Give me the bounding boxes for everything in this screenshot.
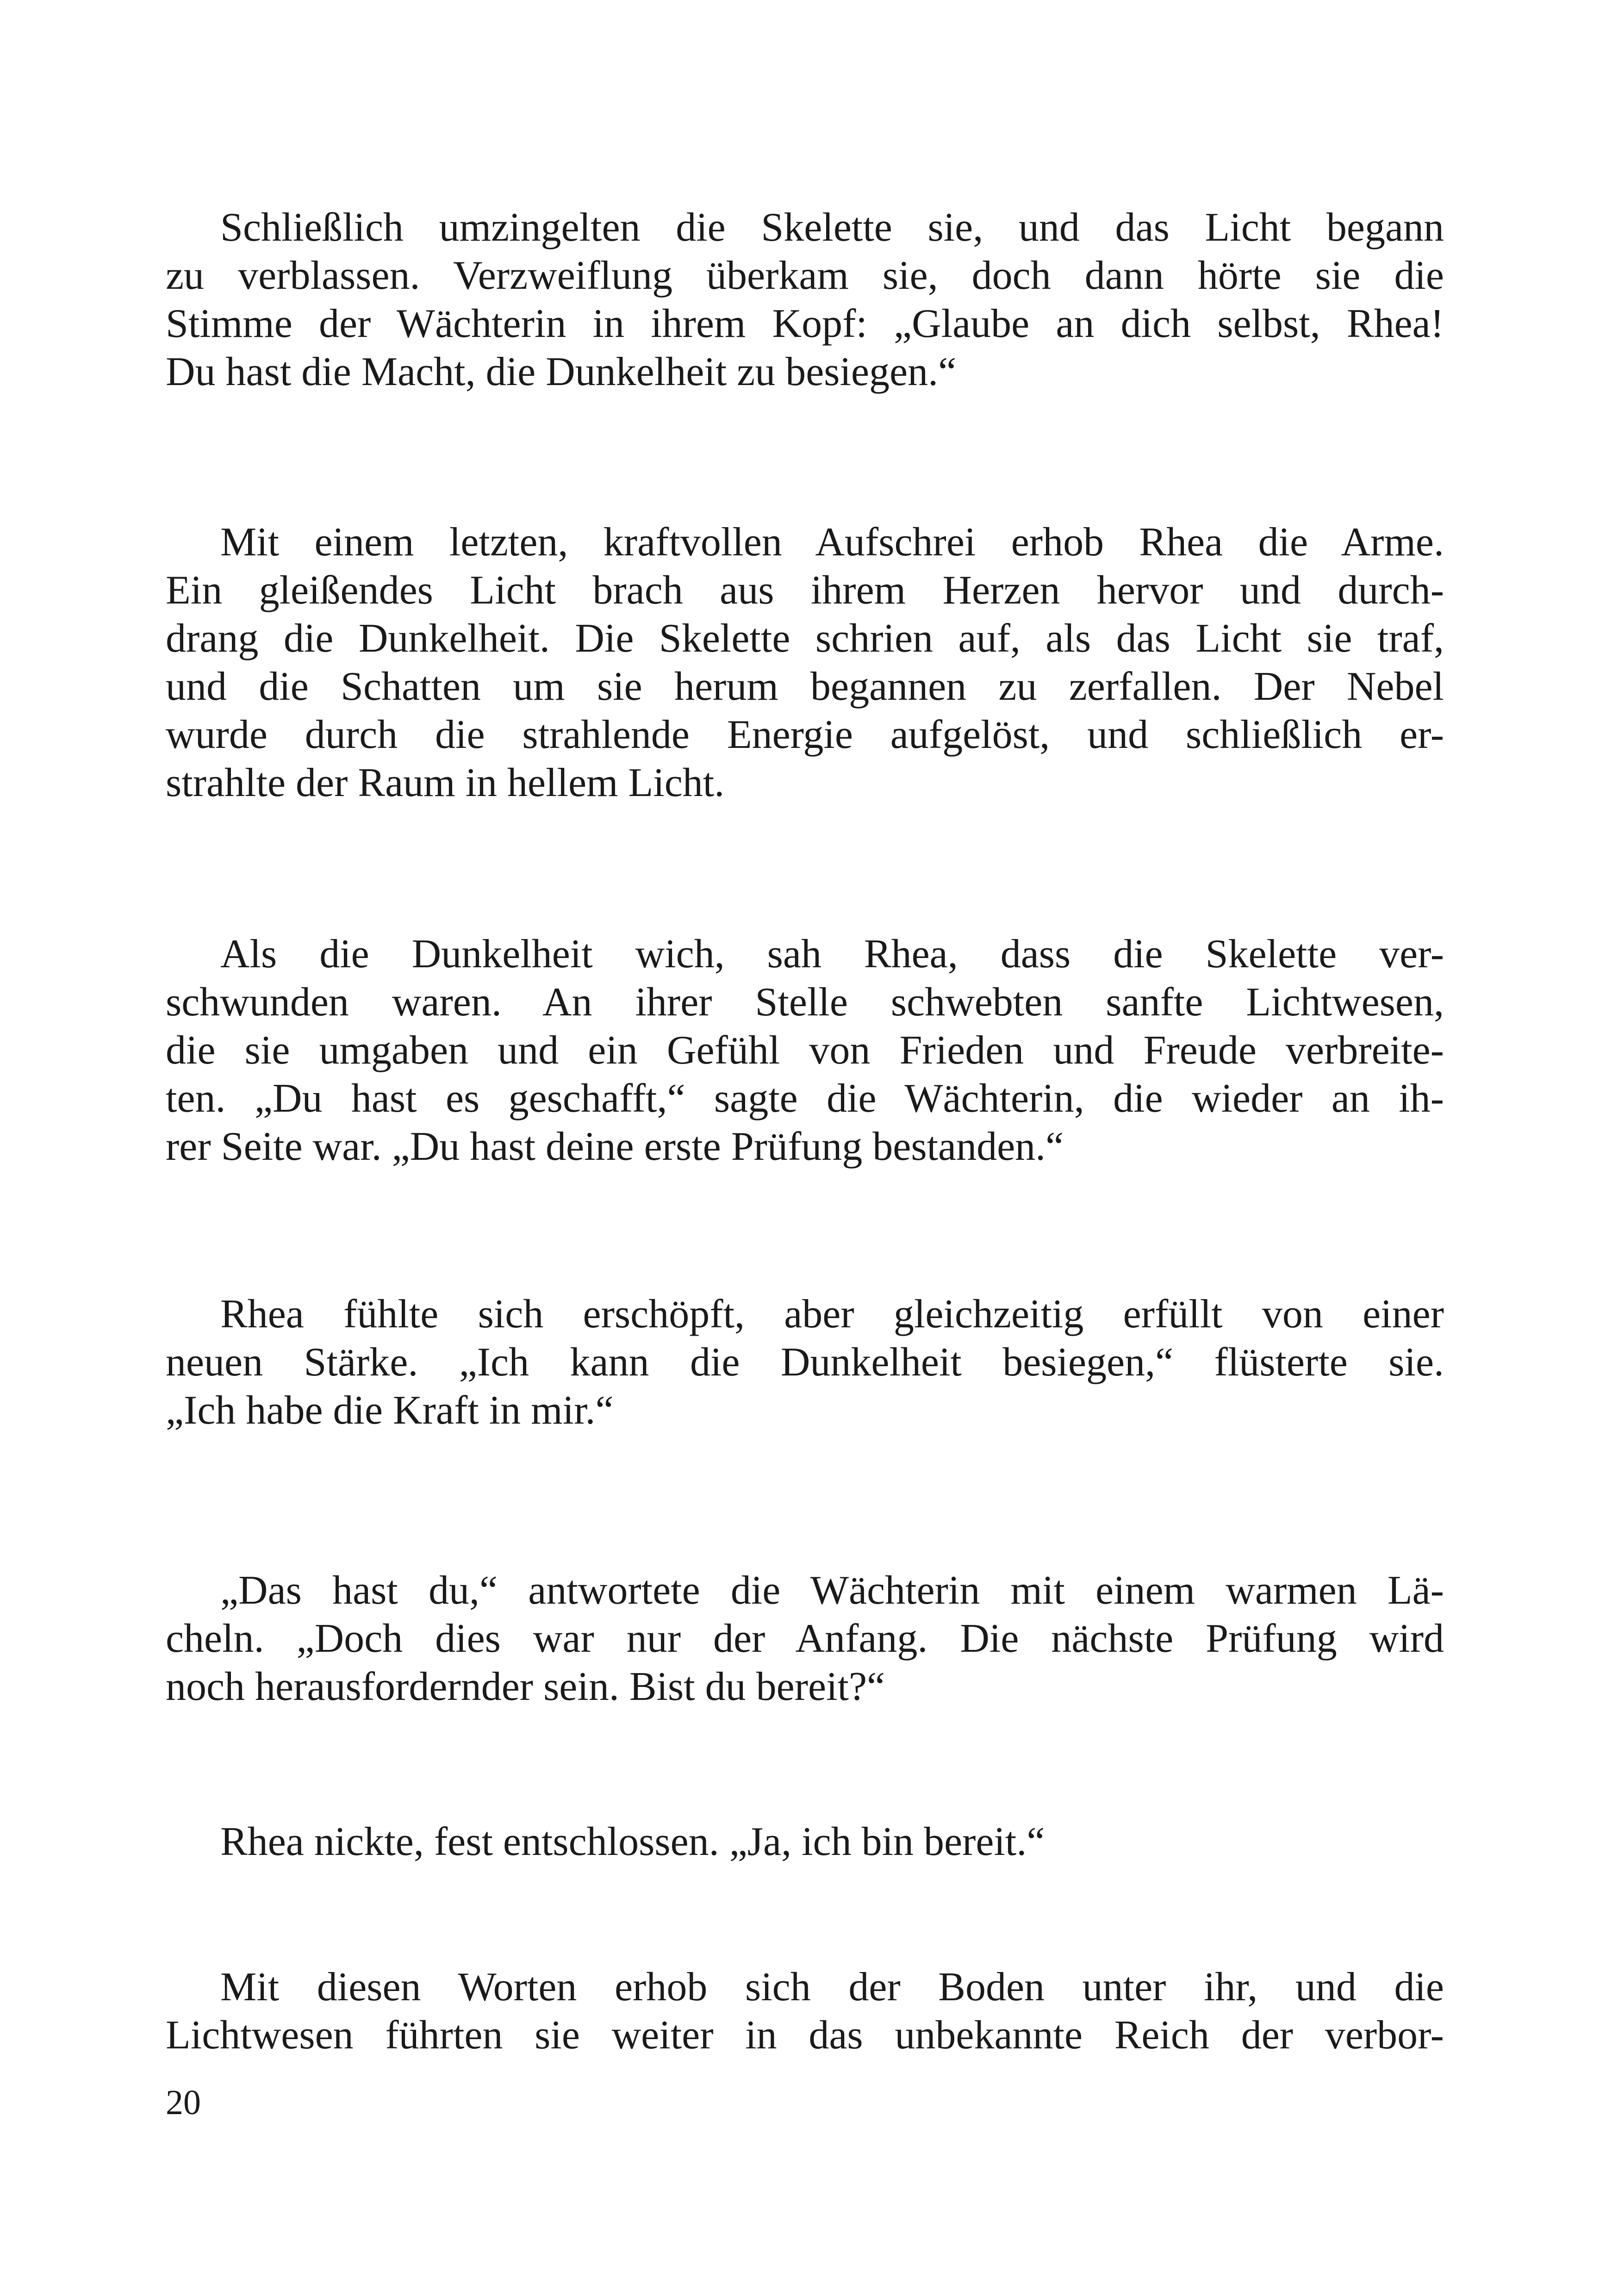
paragraph-line: Rhea fühlte sich erschöpft, aber gleichzeitig erfüllt von einer	[220, 1292, 1444, 1337]
page-number: 20	[166, 2083, 201, 2122]
paragraph-line: cheln. „Doch dies war nur der Anfang. Die nächste Prüfung wird	[166, 1616, 1444, 1661]
paragraph-line: Rhea nickte, fest entschlossen. „Ja, ich bin bereit.“	[220, 1819, 1045, 1864]
paragraph-line: strahlte der Raum in hellem Licht.	[166, 760, 725, 805]
paragraph-line: und die Schatten um sie herum begannen zu zerfallen. Der Nebel	[166, 664, 1444, 709]
paragraph-line: die sie umgaben und ein Gefühl von Frieden und Freude verbreite-	[166, 1028, 1444, 1073]
paragraph-line: Du hast die Macht, die Dunkelheit zu besiegen.“	[166, 349, 957, 394]
paragraph-line: ten. „Du hast es geschafft,“ sagte die Wächterin, die wieder an ih-	[166, 1076, 1444, 1121]
paragraph-line: zu verblassen. Verzweiflung überkam sie, doch dann hörte sie die	[166, 253, 1444, 298]
paragraph-line: noch herausfordernder sein. Bist du bereit?“	[166, 1664, 885, 1709]
paragraph-line: rer Seite war. „Du hast deine erste Prüfung bestanden.“	[166, 1124, 1064, 1169]
paragraph-line: Mit einem letzten, kraftvollen Aufschrei erhob Rhea die Arme.	[220, 520, 1444, 565]
paragraph-line: „Ich habe die Kraft in mir.“	[166, 1388, 614, 1433]
paragraph-line: Lichtwesen führten sie weiter in das unbekannte Reich der verbor-	[166, 2013, 1444, 2058]
paragraph-line: Mit diesen Worten erhob sich der Boden unter ihr, und die	[220, 1965, 1444, 2010]
paragraph-line: wurde durch die strahlende Energie aufgelöst, und schließlich er-	[166, 712, 1444, 757]
paragraph-line: neuen Stärke. „Ich kann die Dunkelheit besiegen,“ flüsterte sie.	[166, 1340, 1444, 1385]
paragraph-line: Als die Dunkelheit wich, sah Rhea, dass die Skelette ver-	[220, 932, 1444, 977]
paragraph-line: Schließlich umzingelten die Skelette sie, und das Licht begann	[220, 205, 1444, 250]
paragraph-line: drang die Dunkelheit. Die Skelette schrien auf, als das Licht sie traf,	[166, 616, 1444, 661]
paragraph-line: Stimme der Wächterin in ihrem Kopf: „Glaube an dich selbst, Rhea!	[166, 301, 1444, 346]
paragraph-line: schwunden waren. An ihrer Stelle schwebten sanfte Lichtwesen,	[166, 980, 1444, 1025]
paragraph-line: „Das hast du,“ antwortete die Wächterin mit einem warmen Lä-	[220, 1568, 1444, 1613]
paragraph-line: Ein gleißendes Licht brach aus ihrem Herzen hervor und durch-	[166, 568, 1444, 613]
